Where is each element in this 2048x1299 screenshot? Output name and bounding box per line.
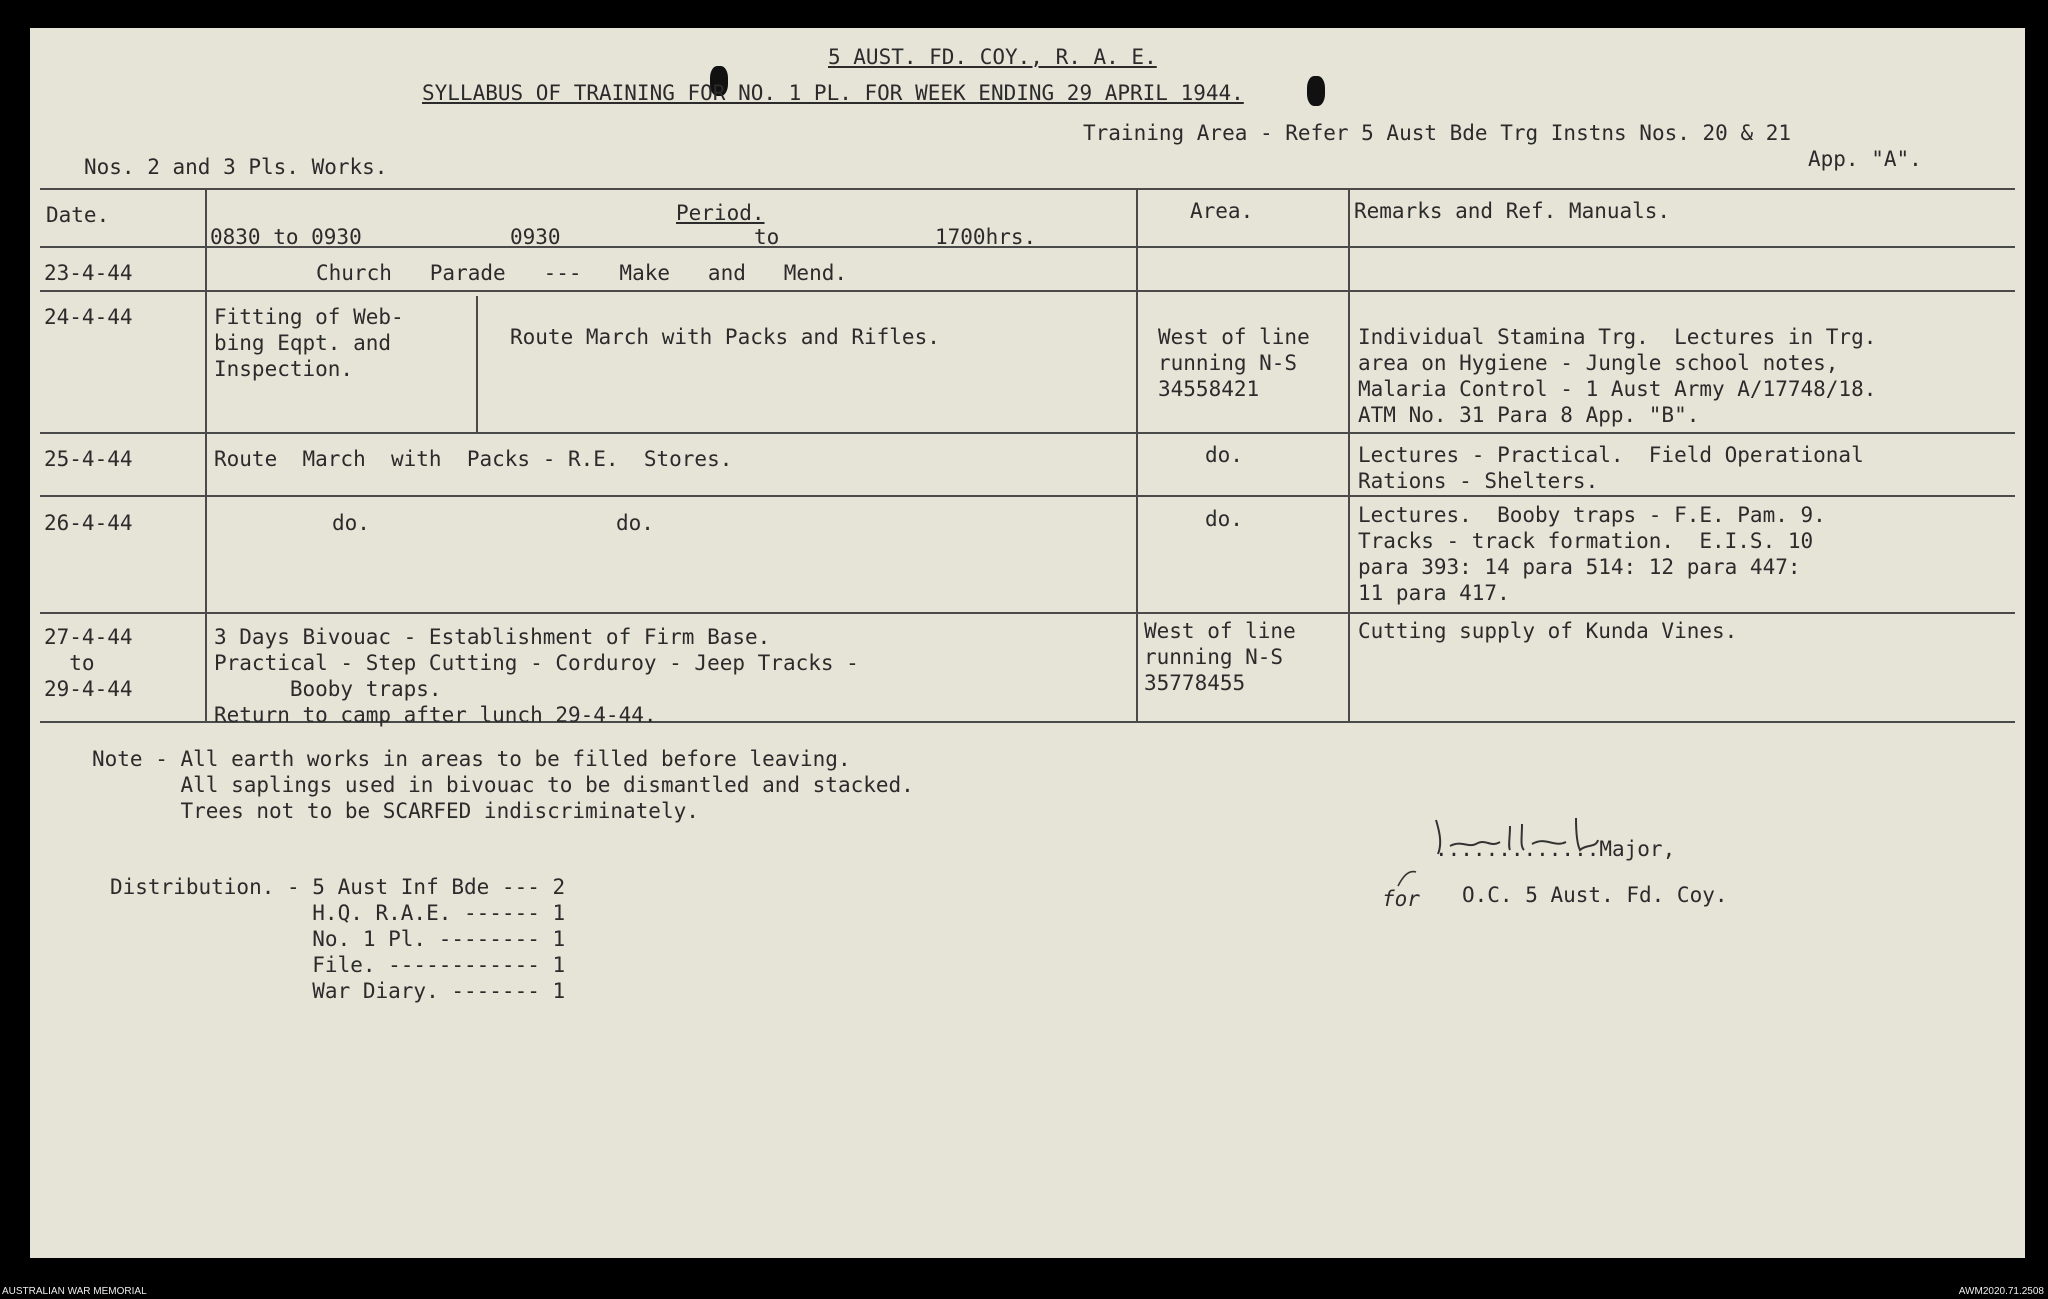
- row-remarks: Cutting supply of Kunda Vines.: [1358, 619, 1738, 643]
- row-date: 25-4-44: [44, 447, 133, 471]
- row-date: 23-4-44: [44, 261, 133, 285]
- table-rule: [40, 495, 2015, 497]
- punch-hole: [1307, 76, 1325, 106]
- column-header-period: Period.: [676, 201, 765, 225]
- signature-office: O.C. 5 Aust. Fd. Coy.: [1462, 883, 1728, 907]
- column-divider: [476, 296, 478, 432]
- period-to: to: [754, 225, 780, 249]
- row-activity-afternoon: do.: [616, 511, 654, 535]
- row-activity: 3 Days Bivouac - Establishment of Firm Base. Practical - Step Cutting - Corduroy - Jeep Tracks - Booby traps. Return to camp after lunch 29-4-44.: [214, 625, 859, 727]
- column-header-area: Area.: [1190, 199, 1254, 223]
- document-subtitle: SYLLABUS OF TRAINING FOR NO. 1 PL. FOR WEEK ENDING 29 APRIL 1944.: [422, 81, 1244, 105]
- row-area: do.: [1205, 507, 1243, 531]
- document-title: 5 AUST. FD. COY., R. A. E.: [828, 45, 1157, 69]
- signature-rank-line: .............Major,: [1435, 837, 1676, 861]
- row-remarks: Individual Stamina Trg. Lectures in Trg. area on Hygiene - Jungle school notes, Malaria Control - 1 Aust Army A/17748/18. ATM No. 31 Para 8 App. "B".: [1358, 325, 1877, 427]
- row-date: 24-4-44: [44, 305, 133, 329]
- period-time-end: 1700hrs.: [935, 225, 1037, 249]
- row-activity-afternoon: Route March with Packs and Rifles.: [510, 325, 940, 349]
- row-activity: Church Parade --- Make and Mend.: [316, 261, 848, 285]
- row-area: West of line running N-S 34558421: [1158, 325, 1310, 401]
- footer-credit: AUSTRALIAN WAR MEMORIAL: [2, 1286, 147, 1297]
- column-header-remarks: Remarks and Ref. Manuals.: [1354, 199, 1671, 223]
- row-remarks: Lectures. Booby traps - F.E. Pam. 9. Tracks - track formation. E.I.S. 10 para 393: 14 para 514: 12 para 447: 11 para 417.: [1358, 503, 1826, 605]
- signature-for: for: [1382, 887, 1420, 911]
- column-divider: [1348, 188, 1350, 721]
- table-rule: [40, 290, 2015, 292]
- row-activity-morning: do.: [332, 511, 370, 535]
- period-time-start: 0830 to 0930: [210, 225, 362, 249]
- table-rule: [40, 612, 2015, 614]
- table-top-rule: [40, 188, 2015, 190]
- row-activity: Route March with Packs - R.E. Stores.: [214, 447, 733, 471]
- table-rule: [40, 432, 2015, 434]
- appendix-label: App. "A".: [1808, 147, 1922, 171]
- note-block: Note - All earth works in areas to be filled before leaving. All saplings used in bivouac to be dismantled and stacked. Trees not to be SCARFED indiscriminately.: [92, 747, 914, 823]
- column-divider: [1136, 188, 1138, 721]
- column-header-date: Date.: [46, 203, 110, 227]
- row-area: West of line running N-S 35778455: [1144, 619, 1296, 695]
- distribution-list: Distribution. - 5 Aust Inf Bde --- 2 H.Q. R.A.E. ------ 1 No. 1 Pl. -------- 1 File. ------------ 1 War Diary. ------- 1: [110, 875, 566, 1003]
- period-time-mid: 0930: [510, 225, 561, 249]
- row-activity-morning: Fitting of Web- bing Eqpt. and Inspection.: [214, 305, 404, 381]
- row-remarks: Lectures - Practical. Field Operational Rations - Shelters.: [1358, 443, 1864, 493]
- footer-accession: AWM2020.71.2508: [1958, 1286, 2044, 1297]
- row-date: 26-4-44: [44, 511, 133, 535]
- training-area-reference: Training Area - Refer 5 Aust Bde Trg Instns Nos. 20 & 21: [1083, 121, 1792, 145]
- other-platoons-note: Nos. 2 and 3 Pls. Works.: [84, 155, 388, 179]
- column-divider: [205, 188, 207, 721]
- document-page: [30, 28, 2025, 1258]
- row-area: do.: [1205, 443, 1243, 467]
- row-date: 27-4-44 to 29-4-44: [44, 625, 133, 701]
